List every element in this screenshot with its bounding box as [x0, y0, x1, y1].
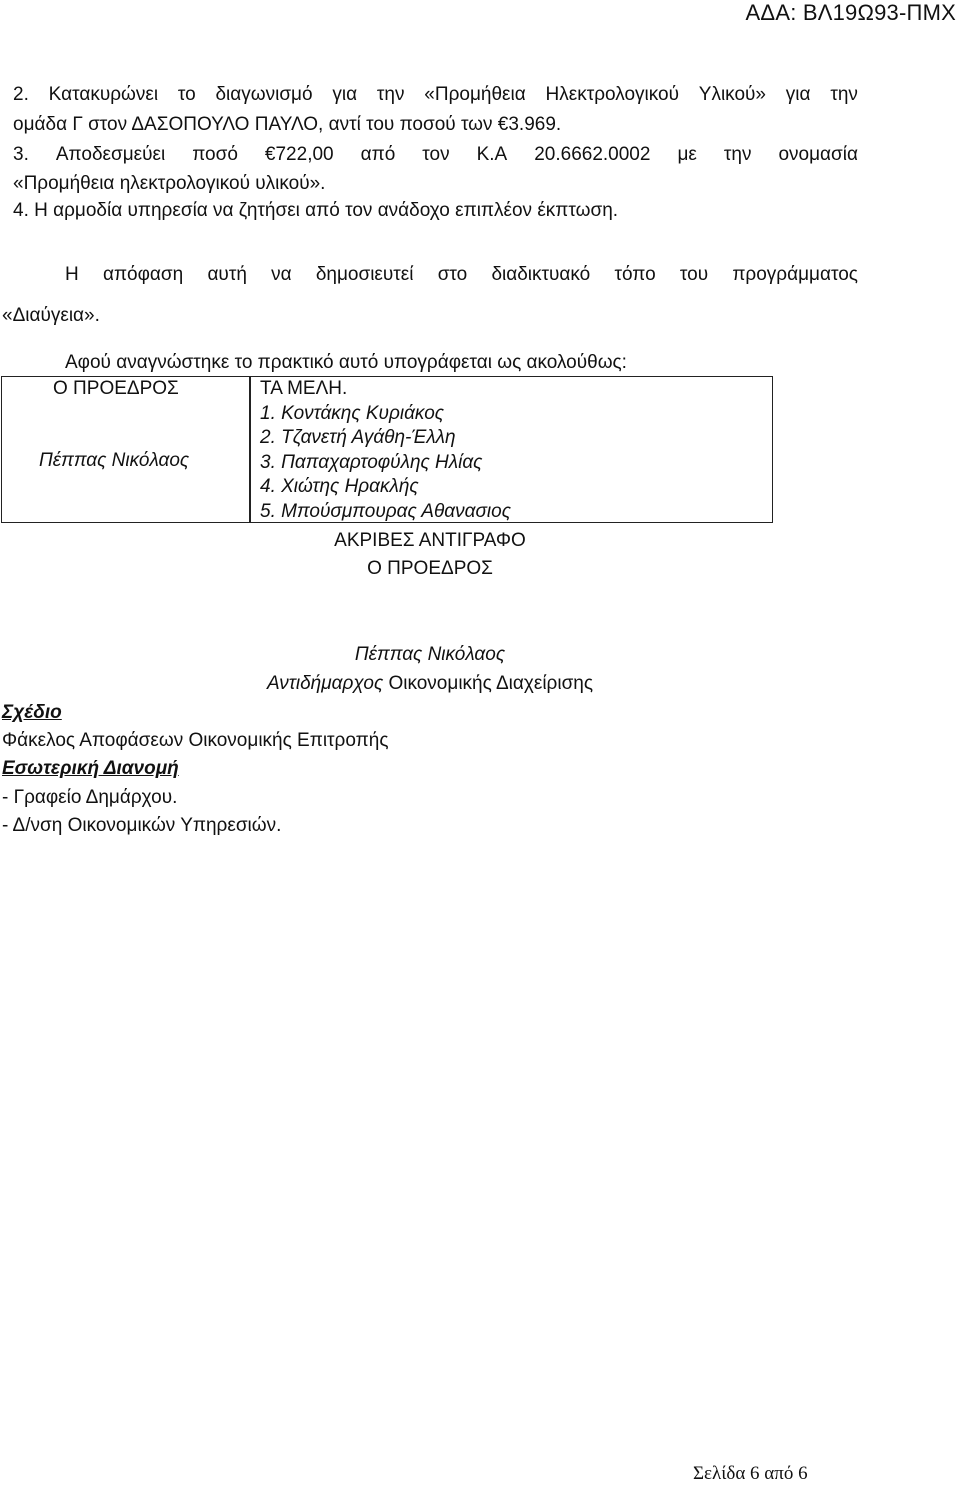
word: για [785, 84, 811, 105]
certification-role [240, 670, 620, 698]
word: διαγωνισμό [215, 84, 313, 105]
word: 3. [13, 144, 29, 165]
publication-line-2: «Διαύγεια». [2, 305, 100, 326]
certification-president-title: Ο ΠΡΟΕΔΡΟΣ [367, 558, 493, 579]
draft-folder: Φάκελος Αποφάσεων Οικονομικής Επιτροπής [2, 730, 389, 751]
publication-line-1 [65, 261, 858, 289]
president-title: Ο ΠΡΟΕΔΡΟΣ [53, 378, 179, 399]
word: Κατακυρώνει [48, 84, 159, 105]
word: 2. [13, 84, 29, 105]
item-4: 4. Η αρμοδία υπηρεσία να ζητήσει από τον ανάδοχο επιπλέον έκπτωση. [13, 200, 619, 221]
word: Κ.Α [476, 144, 508, 165]
word: το [177, 84, 196, 105]
distribution-heading: Εσωτερική Διανομή [2, 758, 179, 779]
member-5: 5. Μπούσμπουρας Αθανασιος [260, 501, 511, 522]
signatures-intro: Αφού αναγνώστηκε το πρακτικό αυτό υπογράφεται ως ακολούθως: [65, 352, 627, 373]
word: ονομασία [778, 144, 858, 165]
member-1: 1. Κοντάκης Κυριάκος [260, 403, 445, 424]
table-divider [249, 377, 251, 522]
item-3-line-2: «Προμήθεια ηλεκτρολογικού υλικού». [13, 173, 326, 194]
signature-table [1, 376, 773, 523]
word: την [723, 144, 752, 165]
president-name: Πέππας Νικόλαος [39, 450, 190, 471]
word: ποσό [192, 144, 238, 165]
word: 20.6662.0002 [534, 144, 651, 165]
word: να [271, 264, 292, 285]
word: τον [422, 144, 450, 165]
draft-heading: Σχέδιο [2, 702, 62, 723]
certification-name: Πέππας Νικόλαος [354, 644, 506, 665]
word: του [679, 264, 709, 285]
role-department: Οικονομικής Διαχείρισης [383, 673, 594, 694]
members-title: ΤΑ ΜΕΛΗ. [260, 378, 348, 399]
word: από [360, 144, 396, 165]
word: τόπο [614, 264, 656, 285]
word: για [332, 84, 358, 105]
word: Αποδεσμεύει [55, 144, 166, 165]
accurate-copy-label: ΑΚΡΙΒΕΣ ΑΝΤΙΓΡΑΦΟ [334, 530, 526, 551]
word: προγράμματος [732, 264, 858, 285]
item-3-line-1 [13, 141, 858, 169]
member-4: 4. Χιώτης Ηρακλής [260, 476, 419, 497]
ada-code: ΑΔΑ: ΒΛ19Ω93-ΠΜΧ [745, 0, 956, 25]
word: διαδικτυακό [491, 264, 591, 285]
word: αυτή [207, 264, 247, 285]
word: την [830, 84, 858, 105]
item-2-line-2: ομάδα Γ στον ΔΑΣΟΠΟΥΛΟ ΠΑΥΛΟ, αντί του ποσού των €3.969. [13, 114, 562, 135]
role-title: Αντιδήμαρχος [266, 673, 384, 694]
word: την [376, 84, 405, 105]
word: «Προμήθεια [424, 84, 526, 105]
member-3: 3. Παπαχαρτοφύλης Ηλίας [260, 452, 483, 473]
word: Ηλεκτρολογικού [545, 84, 679, 105]
distribution-item-2: - Δ/νση Οικονομικών Υπηρεσιών. [2, 815, 282, 836]
word: Υλικού» [698, 84, 766, 105]
word: στο [437, 264, 468, 285]
member-2: 2. Τζανετή Αγάθη-Έλλη [260, 427, 456, 448]
page-number: Σελίδα 6 από 6 [693, 1463, 808, 1484]
word: δημοσιευτεί [315, 264, 414, 285]
word: €722,00 [264, 144, 334, 165]
item-2-line-1 [13, 81, 858, 109]
word: με [677, 144, 697, 165]
word: απόφαση [102, 264, 184, 285]
distribution-item-1: - Γραφείο Δημάρχου. [2, 787, 178, 808]
word: Η [65, 264, 79, 285]
